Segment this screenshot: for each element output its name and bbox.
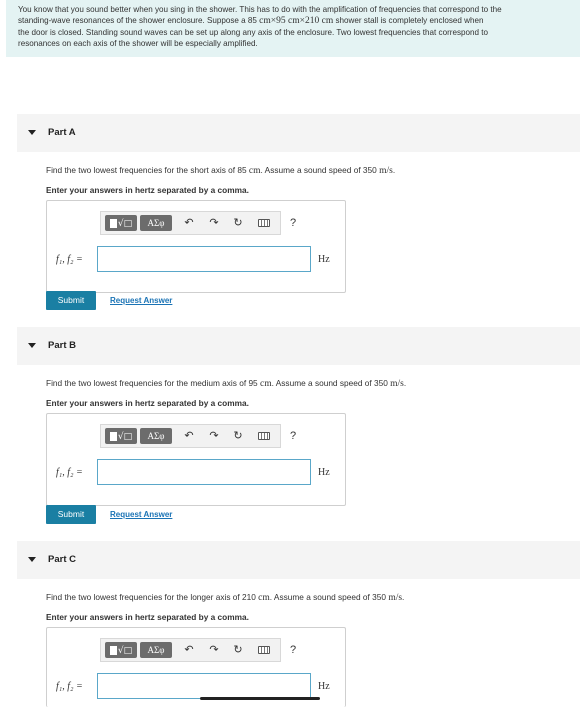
unit-label: Hz bbox=[318, 681, 330, 692]
part-c-instruction: Enter your answers in hertz separated by a comma. bbox=[46, 612, 249, 622]
reset-icon[interactable]: ↻ bbox=[233, 430, 243, 442]
part-c-question bbox=[46, 592, 404, 603]
part-a-answer-box bbox=[46, 200, 346, 293]
part-a-answer-input[interactable] bbox=[97, 246, 311, 272]
question-text: Find the two lowest frequencies for the longer axis of 210 bbox=[46, 592, 259, 602]
intro-dimensions: cm×95 cm×210 cm bbox=[259, 16, 334, 26]
speed-unit: m/s bbox=[390, 379, 404, 389]
part-a-header[interactable] bbox=[17, 114, 580, 152]
question-text: . bbox=[402, 592, 405, 602]
question-text: . bbox=[403, 378, 407, 388]
undo-icon[interactable]: ↶ bbox=[184, 217, 194, 229]
part-b-question bbox=[46, 378, 406, 389]
math-toolbar bbox=[100, 211, 297, 235]
part-b-answer-box bbox=[46, 413, 346, 506]
question-unit: cm bbox=[248, 166, 261, 176]
part-b-instruction: Enter your answers in hertz separated by a comma. bbox=[46, 398, 249, 408]
part-a-instruction: Enter your answers in hertz separated by a comma. bbox=[46, 185, 249, 195]
fraction-sqrt-icon: √□ bbox=[117, 646, 133, 656]
unit-label: Hz bbox=[318, 467, 330, 478]
question-text: . Assume a sound speed of 350 bbox=[271, 378, 391, 388]
part-a-request-answer-link[interactable]: Request Answer bbox=[110, 296, 173, 305]
part-c-answer-input[interactable] bbox=[97, 673, 311, 699]
intro-line-3: the door is closed. Standing sound waves can be set up along any axis of the enclosure. Two lowest frequencies that correspond to bbox=[18, 28, 489, 37]
collapse-caret-icon[interactable] bbox=[28, 130, 36, 135]
question-unit: cm bbox=[258, 593, 270, 603]
reset-icon[interactable]: ↻ bbox=[233, 217, 243, 229]
fraction-sqrt-button[interactable] bbox=[105, 215, 137, 231]
part-b-header[interactable] bbox=[17, 327, 580, 365]
part-c-header[interactable] bbox=[17, 541, 580, 579]
question-text: Find the two lowest frequencies for the medium axis of 95 bbox=[46, 378, 260, 388]
part-b-answer-input[interactable] bbox=[97, 459, 311, 485]
collapse-caret-icon[interactable] bbox=[28, 343, 36, 348]
redo-icon[interactable]: ↷ bbox=[209, 644, 219, 656]
answer-label: f₁, f₂ = bbox=[56, 254, 83, 265]
help-icon[interactable]: ? bbox=[289, 644, 297, 656]
part-b-request-answer-link[interactable]: Request Answer bbox=[110, 510, 173, 519]
fraction-sqrt-icon: √□ bbox=[117, 432, 133, 442]
redo-icon[interactable]: ↷ bbox=[209, 430, 219, 442]
question-text: . bbox=[392, 165, 396, 175]
part-c-title: Part C bbox=[48, 554, 76, 565]
reset-icon[interactable]: ↻ bbox=[233, 644, 243, 656]
question-text: . Assume a sound speed of 350 bbox=[260, 165, 380, 175]
redo-icon[interactable]: ↷ bbox=[209, 217, 219, 229]
undo-icon[interactable]: ↶ bbox=[184, 644, 194, 656]
intro-line-1: You know that you sound better when you sing in the shower. This has to do with the amplification of frequencies that correspond to the bbox=[18, 5, 502, 14]
undo-icon[interactable]: ↶ bbox=[184, 430, 194, 442]
speed-unit: m/s bbox=[379, 166, 393, 176]
greek-symbols-button[interactable]: AΣφ bbox=[140, 215, 172, 231]
fraction-sqrt-button[interactable] bbox=[105, 428, 137, 444]
help-icon[interactable]: ? bbox=[289, 430, 297, 442]
help-icon[interactable]: ? bbox=[289, 217, 297, 229]
intro-line-4: resonances on each axis of the shower will be especially amplified. bbox=[18, 39, 258, 48]
part-b-submit-button[interactable]: Submit bbox=[46, 505, 96, 524]
part-b-title: Part B bbox=[48, 340, 76, 351]
question-unit: cm bbox=[259, 379, 272, 389]
question-text: Find the two lowest frequencies for the short axis of 85 bbox=[46, 165, 249, 175]
part-a-question bbox=[46, 165, 395, 176]
part-c-answer-box bbox=[46, 627, 346, 707]
fraction-sqrt-button[interactable] bbox=[105, 642, 137, 658]
fraction-sqrt-icon: √□ bbox=[117, 219, 133, 229]
keyboard-icon[interactable] bbox=[258, 432, 270, 440]
keyboard-icon[interactable] bbox=[258, 646, 270, 654]
intro-line-2c: shower stall is completely enclosed when bbox=[333, 16, 484, 25]
answer-label: f₁, f₂ = bbox=[56, 681, 83, 692]
intro-line-2a: standing-wave resonances of the shower enclosure. Suppose a 85 bbox=[18, 16, 260, 25]
greek-symbols-button[interactable]: AΣφ bbox=[140, 642, 172, 658]
question-text: . Assume a sound speed of 350 bbox=[269, 592, 389, 602]
problem-statement bbox=[6, 0, 580, 57]
answer-label: f₁, f₂ = bbox=[56, 467, 83, 478]
part-a-submit-button[interactable]: Submit bbox=[46, 291, 96, 310]
speed-unit: m/s bbox=[388, 593, 403, 603]
math-toolbar bbox=[100, 424, 297, 448]
part-a-title: Part A bbox=[48, 127, 76, 138]
unit-label: Hz bbox=[318, 254, 330, 265]
intro-line-2 bbox=[18, 15, 568, 27]
keyboard-icon[interactable] bbox=[258, 219, 270, 227]
math-toolbar bbox=[100, 638, 297, 662]
collapse-caret-icon[interactable] bbox=[28, 557, 36, 562]
greek-symbols-button[interactable]: AΣφ bbox=[140, 428, 172, 444]
